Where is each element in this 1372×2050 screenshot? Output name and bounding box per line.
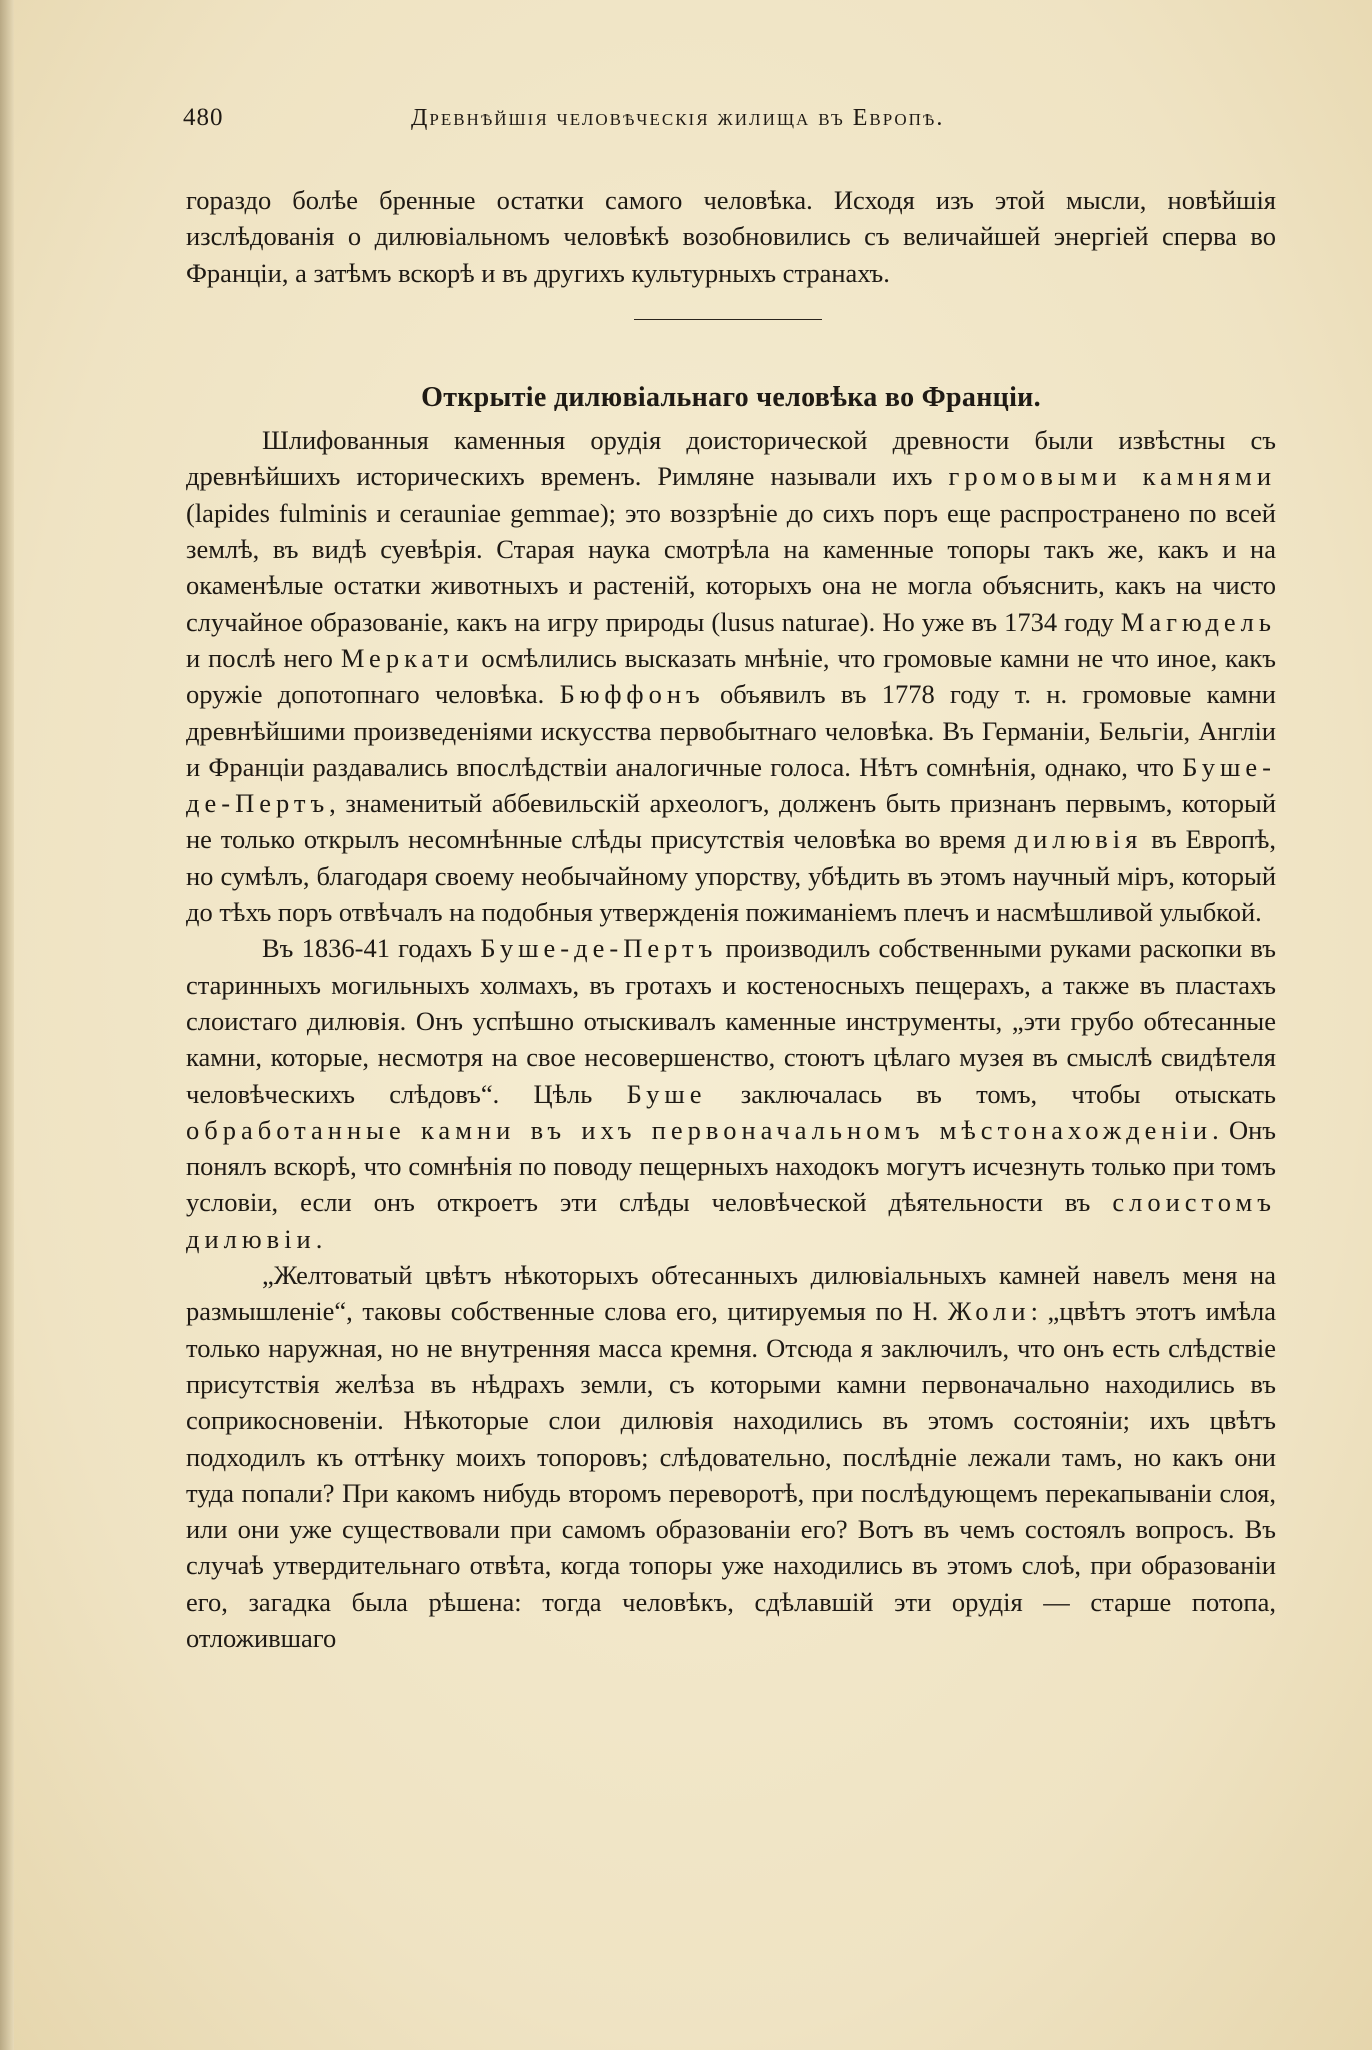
page-edge-shadow [0,0,14,2050]
text-run: заключалась въ томъ, чтобы отыскать [706,1078,1276,1109]
paragraph [186,422,1276,930]
text-run: въ Европѣ, но сумѣлъ, благодаря своему необычайному упорству, убѣдить въ этомъ научный міръ, который до тѣхъ поръ отвѣчалъ на подобныя утвержденія пожиманіемъ плечъ и насмѣшливой улыбкой. [186,824,1277,928]
text-run: производилъ собственными руками раскопки въ старинныхъ могильныхъ холмахъ, въ гротахъ и костеносныхъ пещерахъ, а также въ пластахъ слоистаго дилювія. Онъ успѣшно отыскивалъ каменные инструменты, „эти грубо обтесанные камни, которые, несмотря на свое несовершенство, стоютъ цѣлаго музея въ смыслѣ свидѣтеля человѣческихъ слѣдовъ“. Цѣль [186,933,1276,1109]
opening-paragraph: гораздо болѣе бренные остатки самого человѣка. Исходя изъ этой мысли, новѣйшія изслѣдованія о дилювіальномъ человѣкѣ возобновились съ величайшей энергіей сперва во Франціи, а затѣмъ вскорѣ и въ другихъ культурныхъ странахъ. [186,185,1276,288]
emphasized-text: громовыми камнями [948,461,1276,492]
section-title: Открытіе дилювіальнаго человѣка во Франціи. [421,381,1041,413]
body-text [186,182,1276,1656]
emphasized-text: Жоли [947,1296,1031,1327]
emphasized-text: обработанные камни въ ихъ первоначальномъ мѣстонахожденіи [186,1114,1213,1145]
text-run: , знаменитый аббевильскій археологъ, долженъ быть признанъ первымъ, который не только открылъ несомнѣнные слѣды присутствія человѣка во время [186,788,1276,855]
running-header [183,104,1272,140]
paragraph [186,1257,1276,1656]
text-run: . Онъ понялъ вскорѣ, что сомнѣнія по поводу пещерныхъ находокъ могутъ исчезнуть только при томъ условіи, если онъ откроетъ эти слѣды человѣческой дѣятельности въ [186,1114,1276,1218]
emphasized-text: слоистомъ дилювіи [186,1187,1276,1254]
text-run: Въ 1836-41 годахъ [262,933,481,964]
text-run: Шлифованныя каменныя орудія доисторической древности были извѣстны съ древнѣйшихъ историческихъ временъ. Римляне называли ихъ [186,425,1276,492]
paragraph [186,930,1276,1257]
text-run: объявилъ въ 1778 году т. н. громовые камни древнѣйшими произведеніями искусства первобытнаго человѣка. Въ Германіи, Бельгіи, Англіи и Франціи раздавались впослѣдствіи аналогичные голоса. Нѣтъ сомнѣнія, однако, что [186,679,1276,782]
emphasized-text: Меркати [340,642,474,673]
emphasized-text: Буше-де-Пертъ [480,933,718,964]
emphasized-text: Магюдель [1120,606,1276,637]
text-run: и послѣ него [186,642,341,673]
emphasized-text: Бюффонъ [559,679,705,710]
emphasized-text: Буше [626,1078,707,1109]
emphasized-text: дилювія [1014,824,1143,855]
section-divider [634,319,822,320]
text-run: осмѣлились высказать мнѣніе, что громовые камни не что иное, какъ оружіе допотопнаго человѣка. [186,642,1276,710]
running-title: Древнѣйшія человѣческія жилища въ Европѣ. [411,105,945,131]
emphasized-text: Буше-де-Пертъ [186,751,1276,819]
text-run: „Желтоватый цвѣтъ нѣкоторыхъ обтесанныхъ дилювіальныхъ камней навелъ меня на размышленіе“, таковы собственные слова его, цитируемыя по Н. [186,1260,1276,1327]
page-number: 480 [183,104,224,131]
text-run: : „цвѣтъ этотъ имѣла только наружная, но не внутренняя масса кремня. Отсюда я заключилъ, что онъ есть слѣдствіе присутствія желѣза въ нѣдрахъ земли, съ которыми камни первоначально находились въ соприкосновеніи. Нѣкоторые слои дилювія находились въ этомъ состояніи; ихъ цвѣтъ подходилъ къ оттѣнку моихъ топоровъ; слѣдовательно, послѣдніе лежали тамъ, но какъ они туда попали? При какомъ нибудь второмъ переворотѣ, при послѣдующемъ перекапываніи слоя, или они уже существовали при самомъ образованіи его? Вотъ въ чемъ состоялъ вопросъ. Въ случаѣ утвердительнаго отвѣта, когда топоры уже находились въ этомъ слоѣ, при образованіи его, загадка была рѣшена: тогда человѣкъ, сдѣлавшій эти орудія — старше потопа, отложившаго [186,1296,1276,1653]
text-run: . [315,1223,323,1254]
text-run: (lapides fulminis и cerauniae gemmae); это воззрѣніе до сихъ поръ еще распространено по всей землѣ, въ видѣ суевѣрія. Старая наука смотрѣла на каменные топоры такъ же, какъ и на окаменѣлые остатки животныхъ и растеній, которыхъ она не могла объяснить, какъ на чисто случайное образованіе, какъ на игру природы (lusus naturae). Но уже въ 1734 году [186,497,1276,637]
